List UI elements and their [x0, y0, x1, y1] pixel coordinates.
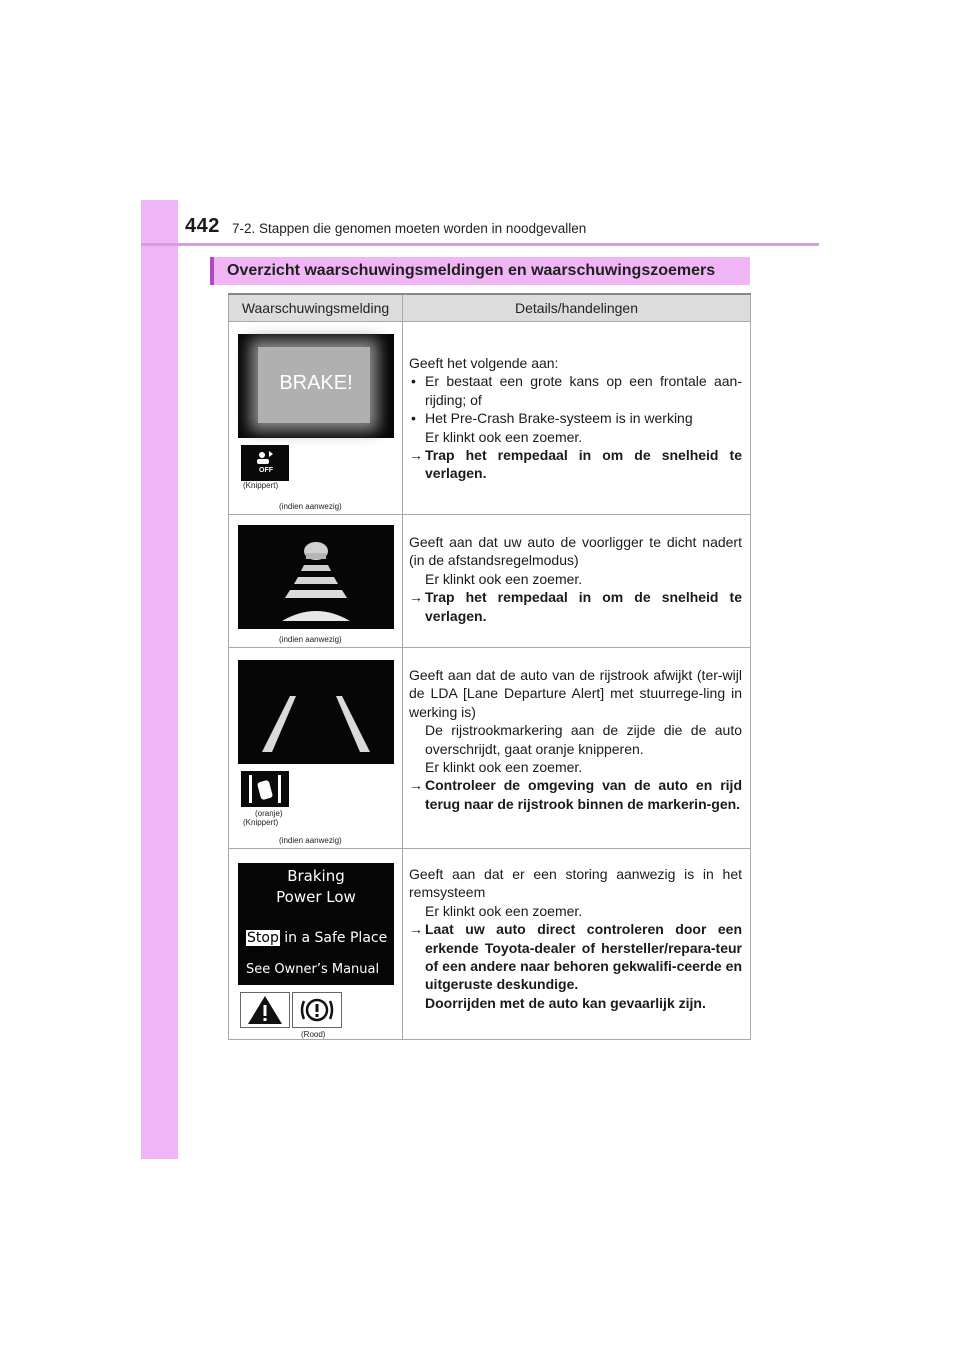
page-number: 442 [185, 215, 220, 237]
pre-crash-off-icon [241, 445, 289, 481]
availability-note: (indien aanwezig) [279, 502, 342, 511]
header-rule [141, 243, 819, 246]
section-title: Overzicht waarschuwingsmeldingen en waarschuwingszoemers [210, 257, 750, 285]
buzzer-note: Er klinkt ook een zoemer. [425, 570, 583, 587]
table-row [229, 849, 751, 1040]
detail-intro: Geeft aan dat er een storing aanwezig is in het remsysteem [409, 866, 742, 901]
action-instruction: → Laat uw auto direct controleren door een erkende Toyota-dealer of hersteller/repara-teur of een andere naar behoren gekwalifi-ceerde en uitgeruste deskundige. [409, 921, 742, 993]
icon-caption: (Rood) [301, 1030, 326, 1039]
icon-color-caption: (oranje) [255, 809, 283, 818]
lane-departure-icon [241, 771, 289, 807]
table-row [229, 515, 751, 648]
buzzer-note: Er klinkt ook een zoemer. [425, 428, 583, 445]
display-stop: Stop [247, 930, 279, 946]
col-header-warning: Waarschuwingsmelding [229, 294, 403, 322]
lda-icon [241, 771, 289, 807]
action-instruction: → Trap het rempedaal in om de snelheid te verlagen. [409, 589, 742, 624]
buzzer-note: Er klinkt ook een zoemer. [425, 759, 583, 776]
distance-warning-display [238, 525, 394, 629]
col-header-details: Details/handelingen [403, 294, 751, 322]
car-collision-icon [241, 445, 289, 481]
table-row [229, 648, 751, 849]
warning-triangle-icon [240, 992, 290, 1028]
availability-note: (indien aanwezig) [279, 836, 342, 845]
warning-table [228, 293, 751, 1040]
lane-markings-icon [238, 660, 394, 764]
warning-image-cell [229, 648, 403, 849]
display-line-1: Braking [287, 867, 345, 885]
table-header-row [229, 294, 751, 322]
buzzer-note: Er klinkt ook een zoemer. [425, 902, 583, 919]
details-cell [403, 515, 751, 648]
details-cell [403, 322, 751, 515]
display-line-2: Power Low [276, 888, 356, 906]
brake-display [238, 334, 394, 438]
icon-off-text: OFF [259, 467, 273, 474]
chapter-sidebar-tab [141, 200, 178, 1159]
braking-power-display [238, 863, 394, 985]
details-cell [403, 648, 751, 849]
detail-bullet: • Het Pre-Crash Brake-systeem is in werking [409, 409, 742, 427]
action-instruction: → Trap het rempedaal in om de snelheid te verlagen. [409, 447, 742, 482]
warning-image-cell [229, 515, 403, 648]
warning-image-cell [229, 849, 403, 1040]
vehicle-distance-icon [238, 525, 394, 629]
icon-caption: (Knippert) [243, 481, 279, 490]
detail-intro: Geeft aan dat uw auto de voorligger te dicht nadert (in de afstandsregelmodus) [409, 534, 742, 569]
detail-bullet: • Er bestaat een grote kans op een frontale aan-rijding; of [409, 372, 742, 409]
detail-note: De rijstrookmarkering aan de zijde die de auto overschrijdt, gaat oranje knipperen. [425, 722, 742, 757]
detail-intro: Geeft het volgende aan: [409, 355, 559, 371]
brake-display-text: BRAKE! [279, 372, 353, 394]
display-line-4: See Owner’s Manual [246, 962, 380, 977]
availability-note: (indien aanwezig) [279, 635, 342, 644]
lane-departure-display [238, 660, 394, 764]
brake-warning-icon [292, 992, 342, 1028]
table-row [229, 322, 751, 515]
action-warning: Doorrijden met de auto kan gevaarlijk zijn. [425, 994, 706, 1011]
action-instruction: → Controleer de omgeving van de auto en rijd terug naar de rijstrook binnen de markerin-gen. [409, 777, 742, 812]
details-cell [403, 849, 751, 1040]
running-head: 7-2. Stappen die genomen moeten worden in noodgevallen [232, 221, 587, 236]
warning-image-cell [229, 322, 403, 515]
detail-intro: Geeft aan dat de auto van de rijstrook afwijkt (ter-wijl de LDA [Lane Departure Alert] met stuurrege-ling in werking is) [409, 667, 742, 720]
icon-caption: (Knippert) [243, 818, 279, 827]
display-line-3: in a Safe Place [284, 930, 388, 946]
